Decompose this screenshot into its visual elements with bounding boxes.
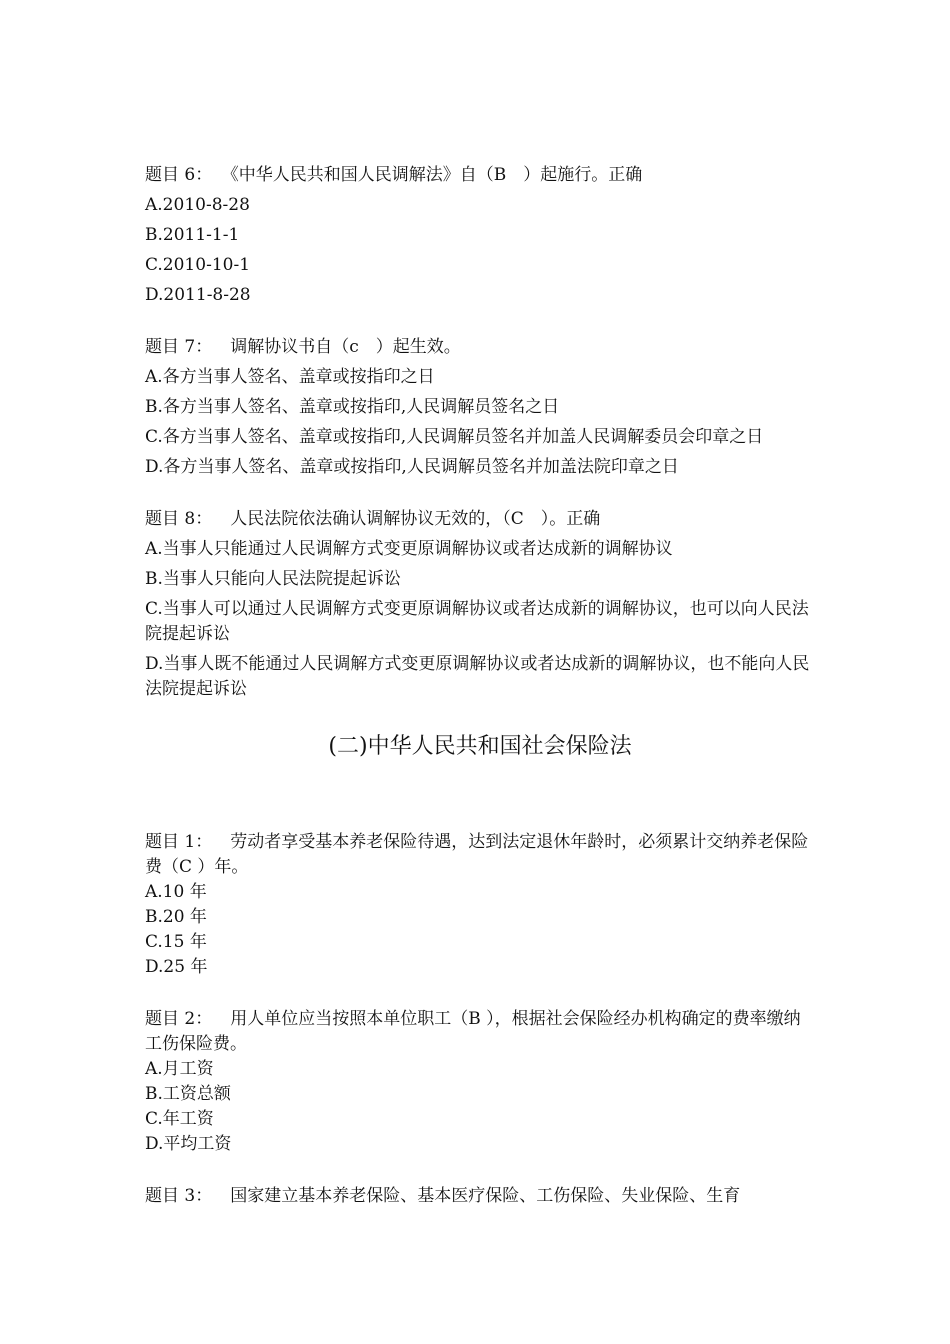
question-label: 题目 3： — [145, 1186, 213, 1206]
question-7 — [145, 335, 815, 480]
question-stem — [145, 1184, 815, 1209]
option-b: B.20 年 — [145, 907, 207, 927]
option-a: A.2010-8-28 — [145, 195, 250, 215]
question-stem — [145, 830, 815, 880]
option-d: D.2011-8-28 — [145, 285, 251, 305]
question-stem — [145, 163, 815, 188]
document-content — [145, 163, 815, 1209]
question-3 — [145, 1184, 815, 1209]
option-b: B.2011-1-1 — [145, 225, 240, 245]
option-d: D.当事人既不能通过人民调解方式变更原调解协议或者达成新的调解协议，也不能向人民法院提起诉讼 — [145, 654, 810, 699]
option-c: C.各方当事人签名、盖章或按指印,人民调解员签名并加盖人民调解委员会印章之日 — [145, 427, 764, 447]
option-b: B.各方当事人签名、盖章或按指印,人民调解员签名之日 — [145, 397, 560, 417]
question-label: 题目 6： — [145, 165, 213, 185]
option-c: C.当事人可以通过人民调解方式变更原调解协议或者达成新的调解协议，也可以向人民法院提起诉讼 — [145, 599, 809, 644]
option-c: C.15 年 — [145, 932, 207, 952]
question-stem — [145, 1007, 815, 1057]
option-d: D.各方当事人签名、盖章或按指印,人民调解员签名并加盖法院印章之日 — [145, 457, 679, 477]
option-c: C.2010-10-1 — [145, 255, 251, 275]
option-a: A.当事人只能通过人民调解方式变更原调解协议或者达成新的调解协议 — [145, 539, 673, 559]
option-a: A.10 年 — [145, 882, 207, 902]
question-text: 《中华人民共和国人民调解法》自（B ）起施行。正确 — [230, 165, 643, 185]
option-d: D.平均工资 — [145, 1134, 232, 1154]
section-social-insurance-law — [145, 830, 815, 1209]
question-label: 题目 2： — [145, 1009, 213, 1029]
option-b: B.当事人只能向人民法院提起诉讼 — [145, 569, 401, 589]
question-label: 题目 8： — [145, 509, 213, 529]
section-title: (二)中华人民共和国社会保险法 — [328, 734, 632, 759]
option-c: C.年工资 — [145, 1109, 214, 1129]
question-1 — [145, 830, 815, 980]
option-d: D.25 年 — [145, 957, 208, 977]
question-label: 题目 1： — [145, 832, 213, 852]
question-stem — [145, 507, 815, 532]
question-label: 题目 7： — [145, 337, 213, 357]
question-stem — [145, 335, 815, 360]
question-text: 调解协议书自（c ）起生效。 — [230, 337, 461, 357]
question-2 — [145, 1007, 815, 1157]
question-text: 国家建立基本养老保险、基本医疗保险、工伤保险、失业保险、生育 — [230, 1186, 741, 1206]
option-a: A.月工资 — [145, 1059, 214, 1079]
question-text: 人民法院依法确认调解协议无效的，（C ）。正确 — [230, 509, 601, 529]
section-mediation-law — [145, 163, 815, 702]
option-b: B.工资总额 — [145, 1084, 231, 1104]
question-text: 劳动者享受基本养老保险待遇，达到法定退休年龄时，必须累计交纳养老保险费（C ）年。 — [145, 832, 809, 877]
option-a: A.各方当事人签名、盖章或按指印之日 — [145, 367, 435, 387]
question-6 — [145, 163, 815, 308]
question-text: 用人单位应当按照本单位职工（B ），根据社会保险经办机构确定的费率缴纳工伤保险费。 — [145, 1009, 801, 1054]
question-8 — [145, 507, 815, 702]
